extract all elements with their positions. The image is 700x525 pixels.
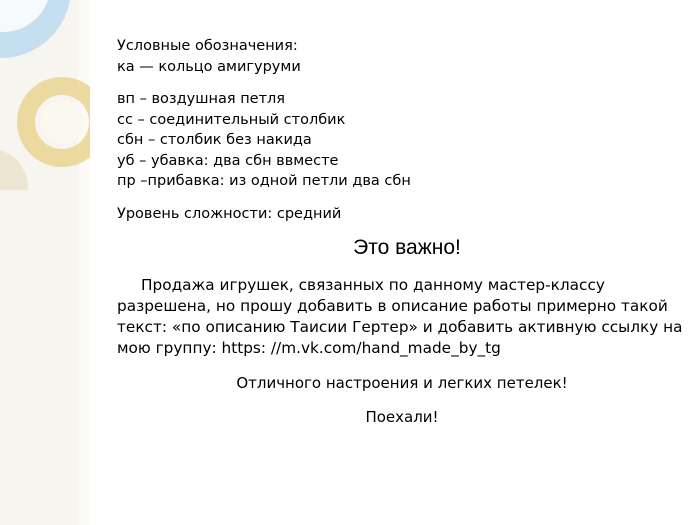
document-body bbox=[117, 36, 687, 442]
important-text: Продажа игрушек, связанных по данному мастер-классу разрешена, но прошу добавить в описание работы примерно такой текст: «по описанию Таисии Гертер» и добавить активную ссылку на мою группу: https: //m.vk.com/hand_made_by_tg bbox=[117, 275, 683, 357]
abbr-ub: уб – убавка: два сбн ввместе bbox=[117, 152, 339, 169]
difficulty-level: Уровень сложности: средний bbox=[117, 205, 342, 222]
abbr-vp: вп – воздушная петля bbox=[117, 91, 286, 107]
closing-text: Поехали! bbox=[365, 408, 439, 426]
abbr-ss: сс – соединительный столбик bbox=[117, 111, 346, 128]
decorative-rings bbox=[0, 0, 90, 525]
legend-ka: ка — кольцо амигуруми bbox=[117, 58, 301, 75]
legend-block bbox=[117, 36, 687, 77]
wishes-text: Отличного настроения и легких петелек! bbox=[236, 373, 568, 392]
abbreviations-list bbox=[117, 89, 687, 192]
abbr-pr: пр –прибавка: из одной петли два сбн bbox=[117, 173, 411, 189]
abbr-sbn: сбн – столбик без накида bbox=[117, 132, 312, 148]
important-heading: Это важно! bbox=[353, 236, 461, 259]
legend-title: Условные обозначения: bbox=[117, 38, 298, 54]
